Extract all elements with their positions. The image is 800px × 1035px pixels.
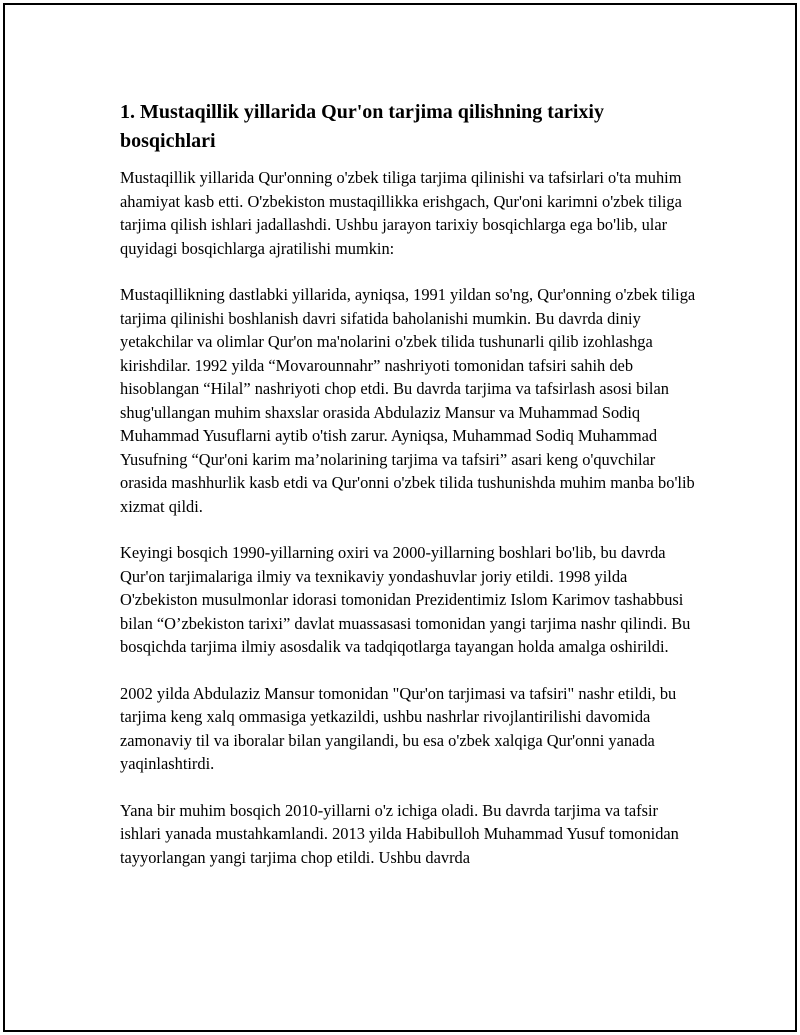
paragraph-intro: Mustaqillik yillarida Qur'onning o'zbek tiliga tarjima qilinishi va tafsirlari o'ta muhim ahamiyat kasb etti. O'zbekiston mustaqillikka erishgach, Qur'oni karimni o'zbek tiliga tarjima qilish ishlari jadallashdi. Ushbu jarayon tarixiy bosqichlarga ega bo'lib, ular quyidagi bosqichlarga ajratilishi mumkin: — [120, 168, 682, 258]
document-body — [120, 98, 700, 892]
paragraph-early-independence: Mustaqillikning dastlabki yillarida, ayniqsa, 1991 yildan so'ng, Qur'onning o'zbek tiliga tarjima qilinishi boshlanish davri sifatida baholanishi mumkin. Bu davrda diniy yetakchilar va olimlar Qur'on ma'nolarini o'zbek tilida tushunarli qilib izohlashga kirishdilar. 1992 yilda “Movarounnahr” nashriyoti tomonidan tafsiri sahih deb hisoblangan “Hilal” nashriyoti chop etdi. Bu davrda tarjima va tafsirlash asosi bilan shug'ullangan muhim shaxslar orasida Abdulaziz Mansur va Muhammad Sodiq Muhammad Yusuflarni aytib o'tish zarur. Ayniqsa, Muhammad Sodiq Muhammad Yusufning “Qur'oni karim ma’nolarining tarjima va tafsiri” asari keng o'quvchilar orasida mashhurlik kasb etdi va Qur'onni o'zbek tilida tushunishda muhim manba bo'lib xizmat qildi. — [120, 285, 696, 516]
page-frame — [3, 3, 797, 1032]
section-heading: 1. Mustaqillik yillarida Qur'on tarjima qilishning tarixiy bosqichlari — [120, 101, 604, 152]
paragraph-late-1990s: Keyingi bosqich 1990-yillarning oxiri va 2000-yillarning boshlari bo'lib, bu davrda Qur'on tarjimalariga ilmiy va texnikaviy yondashuvlar joriy etildi. 1998 yilda O'zbekiston musulmonlar idorasi tomonidan Prezidentimiz Islom Karimov tashabbusi bilan “O’zbekiston tarixi” davlat muassasasi tomonidan yangi tarjima nashr qilindi. Bu bosqichda tarjima ilmiy asosdalik va tadqiqotlarga tayangan holda amalga oshirildi. — [120, 543, 691, 656]
paragraph-2002: 2002 yilda Abdulaziz Mansur tomonidan "Qur'on tarjimasi va tafsiri" nashr etildi, bu tarjima keng xalq ommasiga yetkazildi, ushbu nashrlar rivojlantirilishi davomida zamonaviy til va iboralar bilan yangilandi, bu esa o'zbek xalqiga Qur'onni yanada yaqinlashtirdi. — [120, 683, 677, 773]
paragraph-2010s: Yana bir muhim bosqich 2010-yillarni o'z ichiga oladi. Bu davrda tarjima va tafsir ishlari yanada mustahkamlandi. 2013 yilda Habibulloh Muhammad Yusuf tomonidan tayyorlangan yangi tarjima chop etildi. Ushbu davrda — [120, 800, 679, 867]
